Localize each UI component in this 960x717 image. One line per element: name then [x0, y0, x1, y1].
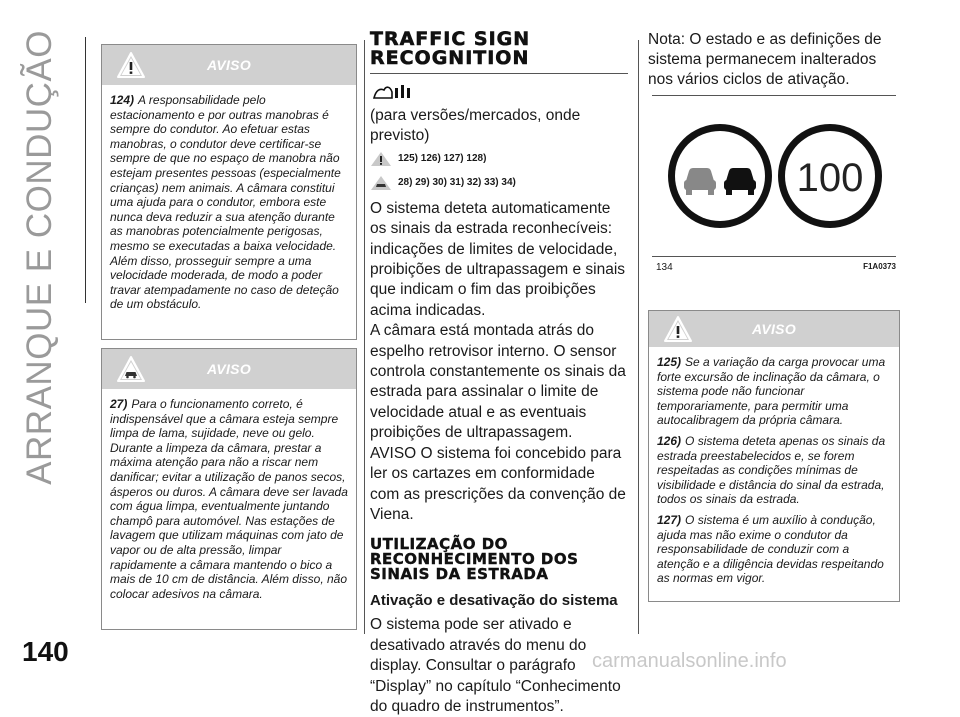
title-underline [370, 73, 628, 74]
note-paragraph: Nota: O estado e as definições de sistema permanecem inalterados nos vários ciclos de ativação. [648, 31, 882, 88]
no-overtaking-sign [668, 124, 772, 228]
chapter-side-title: ARRANQUE E CONDUÇÃO [20, 30, 59, 485]
caution-header [102, 349, 356, 389]
warning-title: AVISO [751, 321, 797, 337]
engine-version-icon [370, 82, 414, 102]
paragraph: AVISO O sistema foi concebido para ler os cartazes em conformidade com as prescrições da convenção de Viena. [370, 444, 626, 523]
section-title: TRAFFIC SIGN RECOGNITION [370, 28, 531, 69]
caution-refs: 28) 29) 30) 31) 32) 33) 34) [370, 175, 628, 191]
figure-bottom-rule [652, 256, 896, 257]
column-divider [638, 40, 639, 634]
warning-header [102, 45, 356, 85]
warning-triangle-icon [663, 315, 693, 343]
warning-triangle-icon [116, 51, 146, 79]
main-column [370, 30, 628, 717]
figure-number: 134 [656, 262, 673, 273]
traffic-sign-figure [664, 118, 884, 234]
figure-top-rule [652, 95, 896, 96]
paragraph: O sistema deteta automaticamente os sinais da estrada reconhecíveis: indicações de limites de velocidade, proibições de ultrapassagem e sinais que indicam o fim das proibições acima indicadas. [370, 199, 626, 319]
warning-paragraph: 126) O sistema deteta apenas os sinais da estrada preestabelecidos e, se forem respeitadas as condições mínimas de visibilidade e distância do sinal da estrada, todos os sinais da estrada. [657, 433, 886, 507]
availability-note: (para versões/mercados, onde previsto) [370, 107, 581, 145]
side-divider [85, 37, 86, 303]
warning-refs: 125) 126) 127) 128) [370, 151, 628, 167]
caution-title: AVISO [206, 361, 252, 377]
subsection-heading: Ativação e desativação do sistema [370, 592, 618, 610]
warning-title: AVISO [206, 57, 252, 73]
warning-triangle-icon [370, 151, 392, 167]
warning-header [649, 311, 899, 347]
figure-caption [656, 262, 896, 273]
warning-paragraph: 127) O sistema é um auxílio à condução, ajuda mas não exime o condutor da responsabilidade de conduzir com a atenção e a diligência devidas respeitando as normas em vigor. [657, 512, 884, 586]
speed-value: 100 [796, 156, 864, 200]
warning-paragraph: 124) A responsabilidade pelo estacionamento e por outras manobras é sempre do condutor. Ao efetuar estas manobras, o condutor deve certificar-se sempre de que no espaço de manobra não estejam presentes pessoas (especialmente crianças) nem animais. A câmara constitui uma ajuda para o condutor, embora este nunca deva reduzir a sua atenção durante as manobras potencialmente perigosas, mesmo se executadas a baixa velocidade. Além disso, prosseguir sempre a uma velocidade moderada, de modo a poder travar atempadamente no caso de deteção de um obstáculo. [110, 93, 341, 312]
caution-box-27 [101, 348, 357, 630]
column-divider [364, 40, 365, 634]
warning-box-125-127 [648, 310, 900, 602]
paragraph: A câmara está montada atrás do espelho retrovisor interno. O sensor controla constantemente os sinais da estrada para assinalar o limite de velocidade atual e as eventuais proibições de ultrapassagem. [370, 322, 626, 442]
watermark: carmanualsonline.info [592, 650, 787, 672]
page-number: 140 [22, 636, 69, 667]
car-hand-icon [116, 355, 146, 383]
right-column [648, 30, 900, 90]
subsection-title: UTILIZAÇÃO DO RECONHECIMENTO DOS SINAIS DA ESTRADA [370, 535, 579, 584]
car-hand-icon [370, 175, 392, 191]
figure-code: F1A0373 [863, 262, 896, 271]
caution-paragraph: 27) Para o funcionamento correto, é indispensável que a câmara esteja sempre limpa de lama, sujidade, neve ou gelo. Durante a limpeza da câmara, prestar a máxima atenção para não a riscar nem danificar; evitar a utilização de panos secos, ásperos ou duros. A câmara deve ser lavada com água limpa, eventualmente juntando champô para automóvel. Nas estações de lavagem que utilizam máquinas com jato de vapor ou de alta pressão, limpar rapidamente a câmara mantendo o bico a mais de 10 cm de distância. Além disso, não colocar adesivos na câmara. [110, 397, 348, 601]
warning-paragraph: 125) Se a variação da carga provocar uma forte excursão de inclinação da câmara, o sistema pode não funcionar temporariamente, para permitir uma autocalibragem da própria câmara. [657, 355, 886, 428]
speed-limit-sign [778, 124, 882, 228]
warning-box-124 [101, 44, 357, 340]
paragraph: O sistema pode ser ativado e desativado através do menu do display. Consultar o parágrafo “Display” no capítulo “Conhecimento do quadro de instrumentos”. [370, 616, 621, 715]
